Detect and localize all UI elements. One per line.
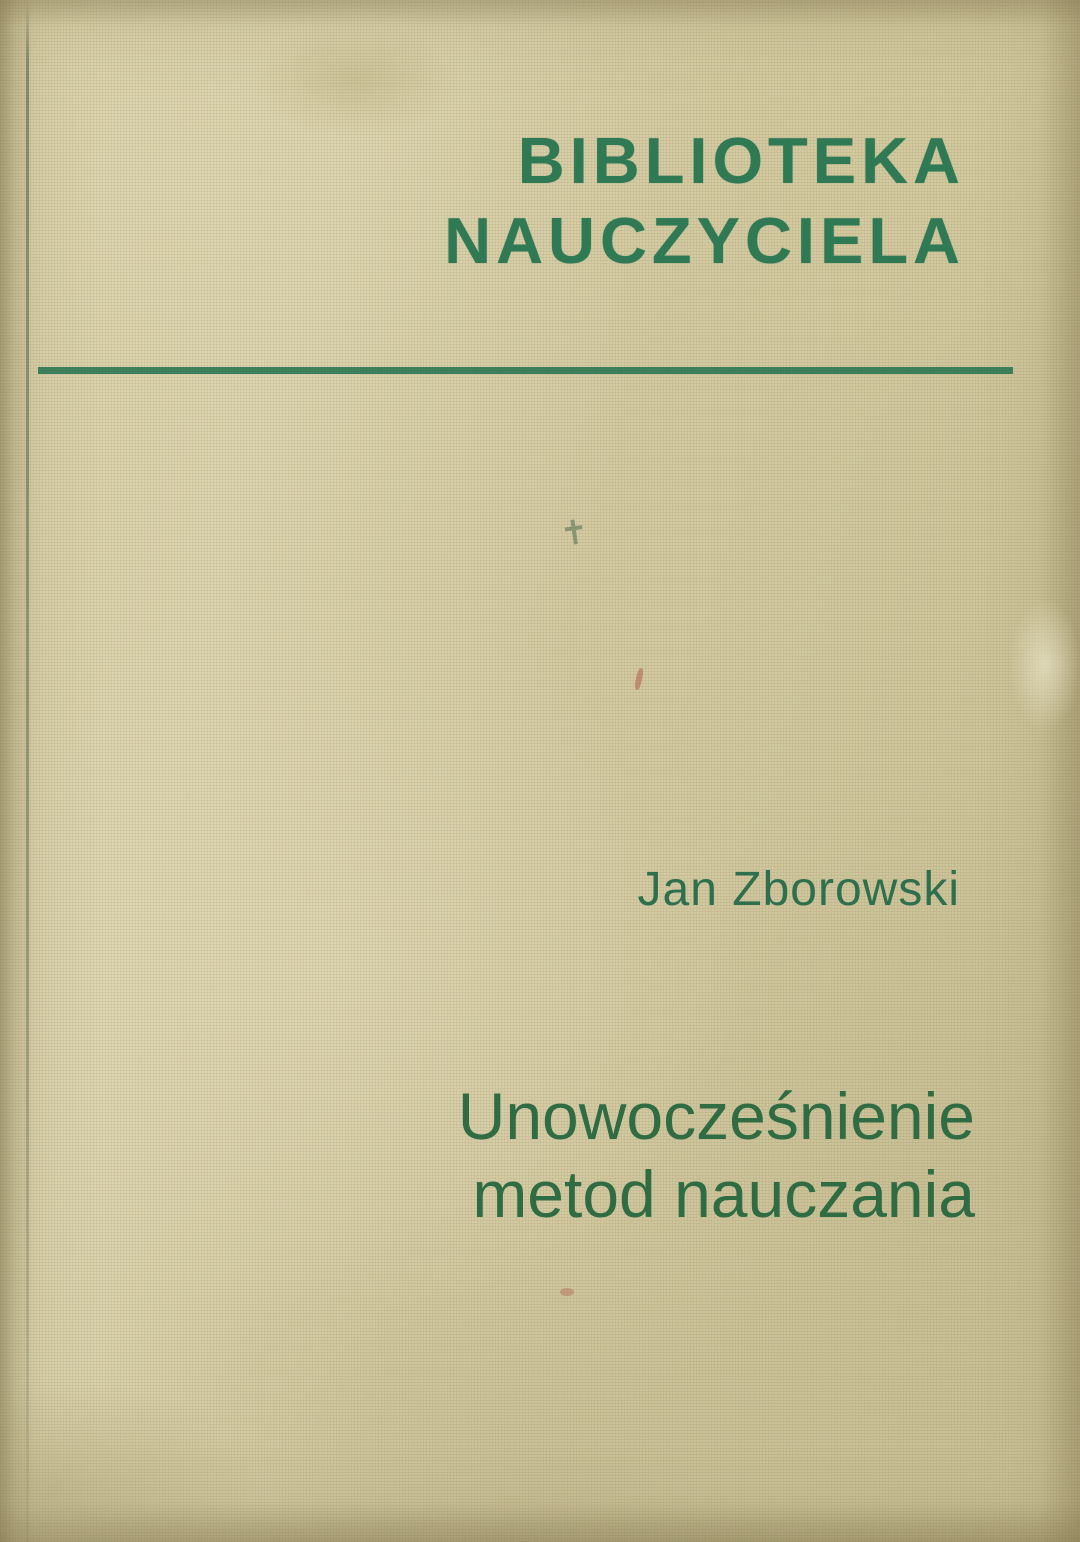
right-edge-shading	[1040, 0, 1080, 1542]
red-ink-mark-upper	[634, 668, 644, 691]
series-title-line-1: BIBLIOTEKA	[517, 124, 965, 197]
author-name: Jan Zborowski	[637, 863, 960, 916]
horizontal-rule	[38, 367, 1013, 374]
bottom-edge-shading	[0, 1502, 1080, 1542]
series-title-block	[0, 124, 965, 278]
book-title-line-1: Unowocześnienie	[457, 1079, 975, 1153]
series-title-line-2: NAUCZYCIELA	[444, 204, 965, 278]
stain-mark-top-left	[250, 20, 460, 140]
top-edge-shading	[0, 0, 1080, 26]
pen-mark-icon: ✝	[557, 512, 592, 555]
red-ink-mark-lower	[560, 1288, 574, 1296]
book-title-line-2: metod nauczania	[472, 1156, 975, 1231]
book-title-block	[0, 1078, 975, 1234]
